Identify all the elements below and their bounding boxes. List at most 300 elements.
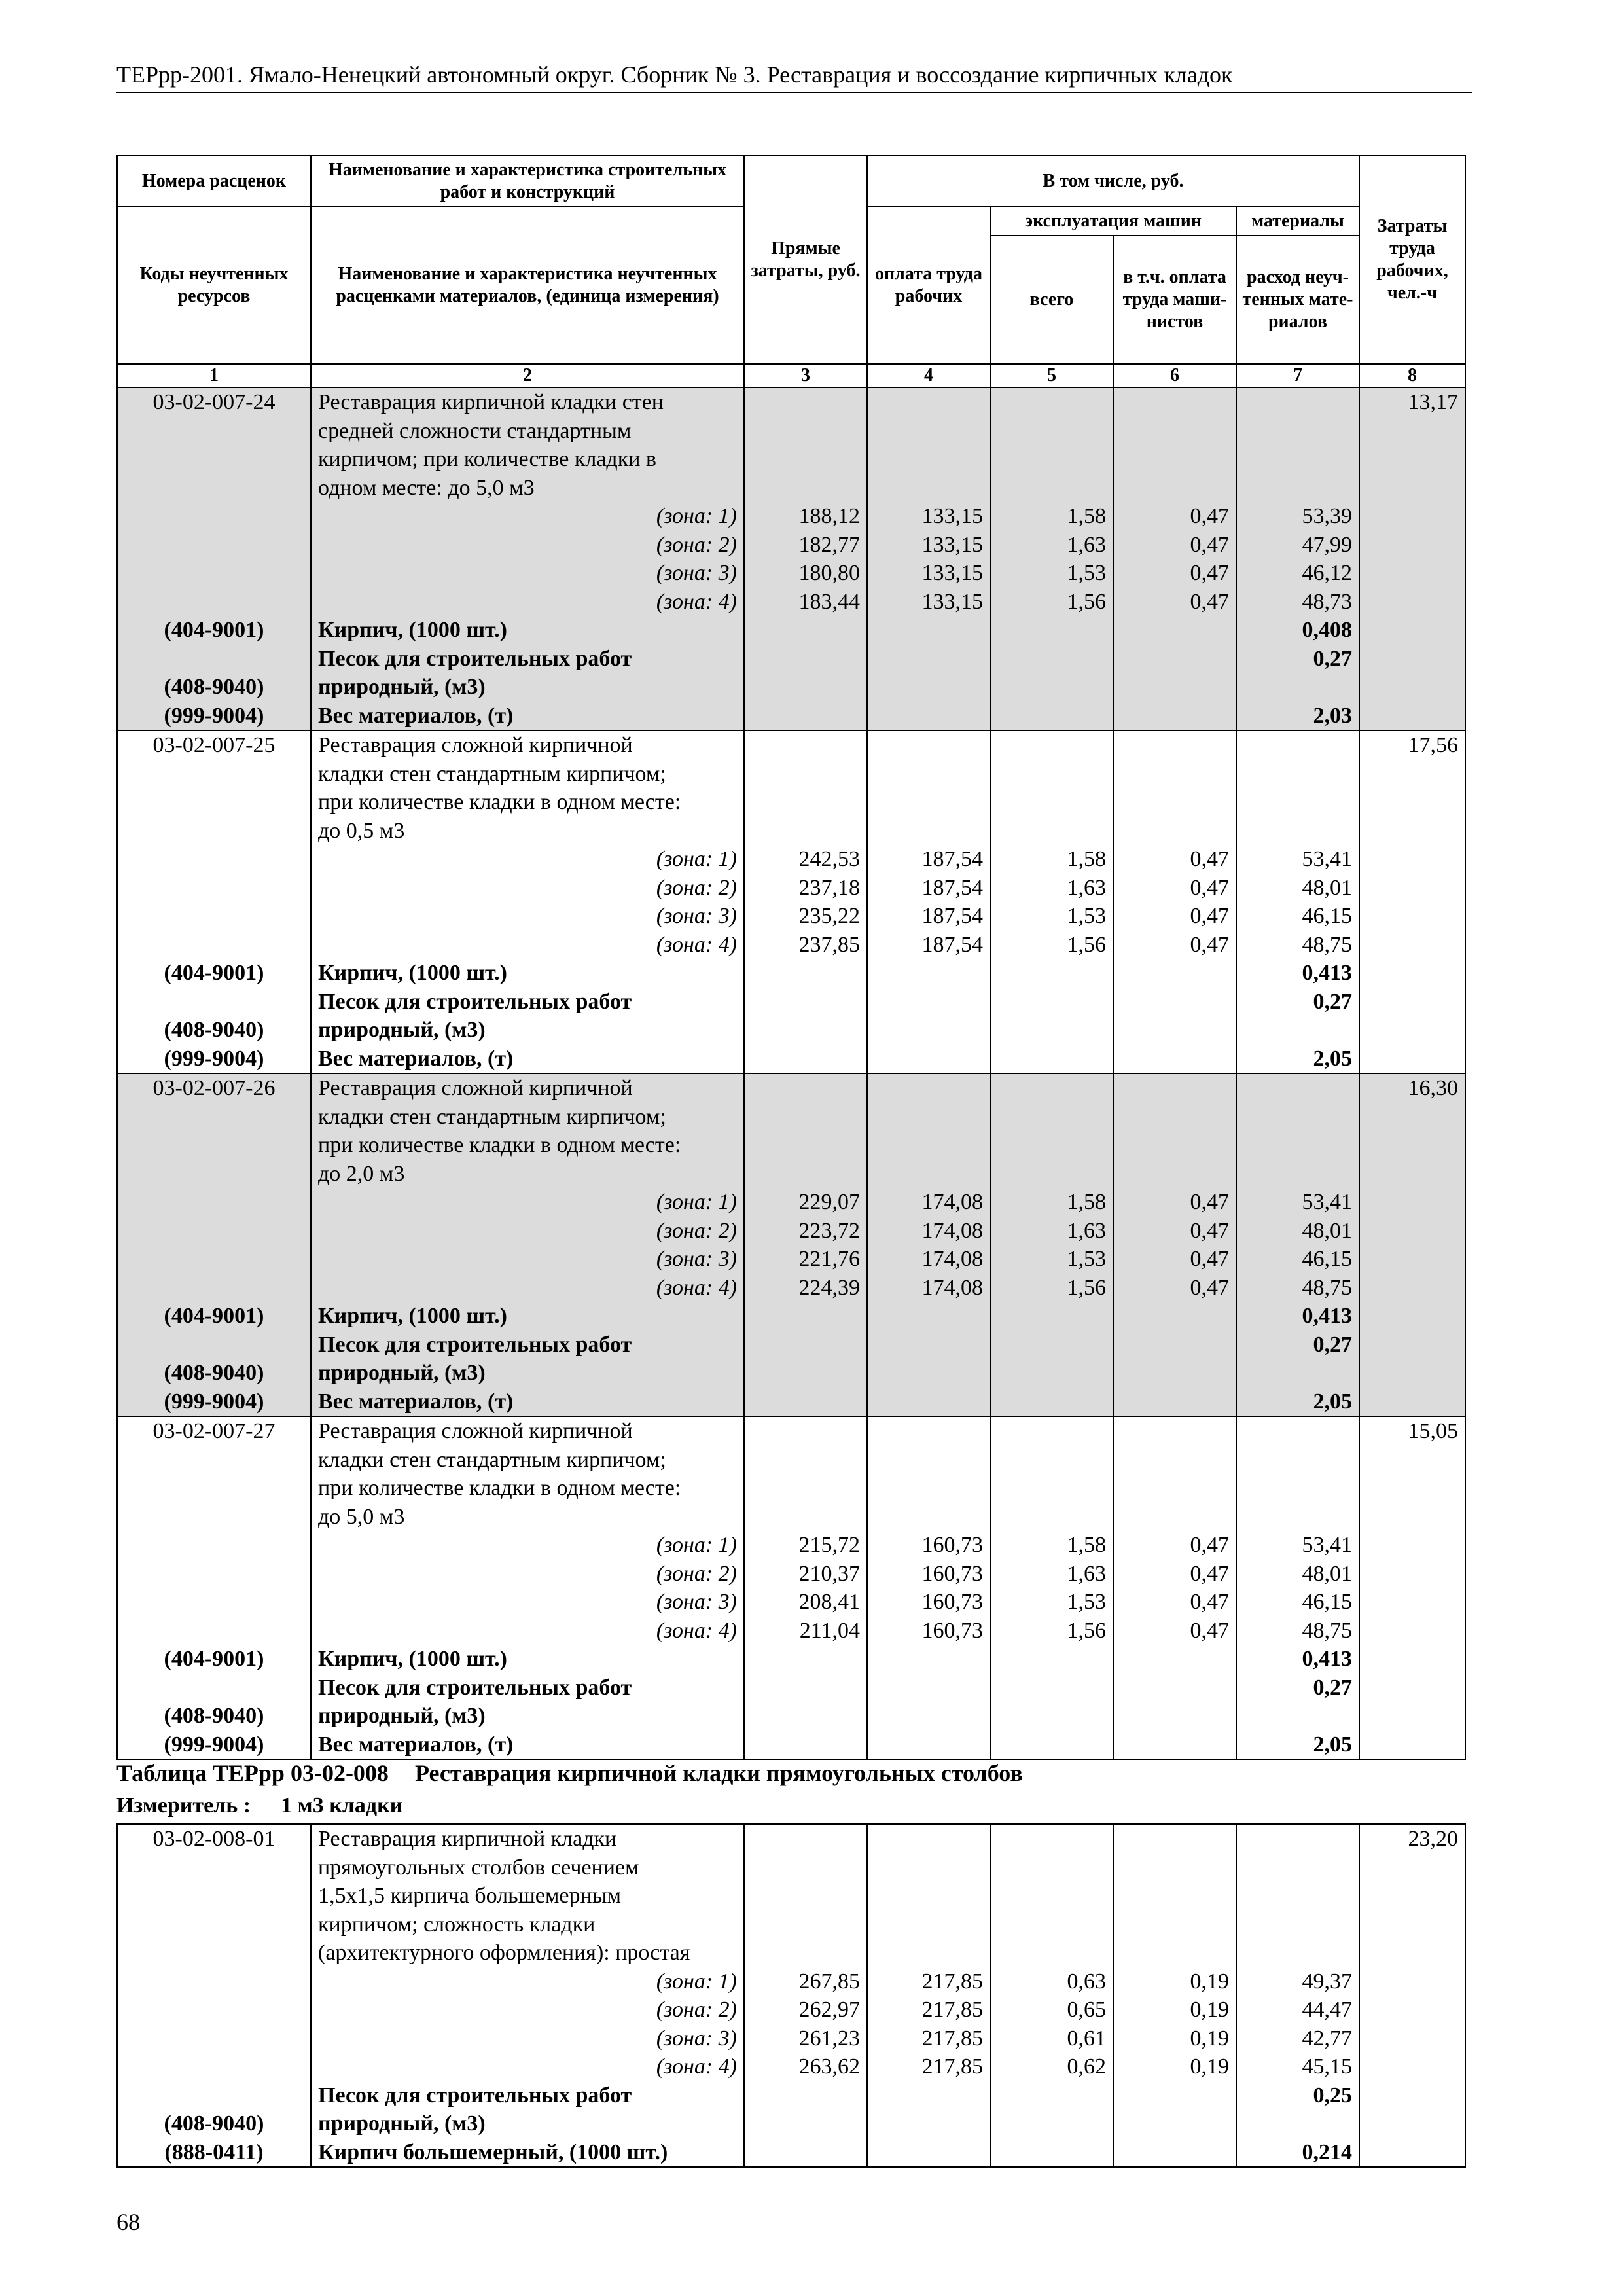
rate-name-row — [117, 1503, 1465, 1532]
empty-cell — [867, 616, 990, 645]
empty-cell — [117, 2053, 311, 2081]
rate-code — [117, 760, 311, 789]
empty-cell — [1236, 1503, 1359, 1532]
empty-cell — [744, 1674, 867, 1702]
empty-cell — [867, 445, 990, 474]
empty-cell — [1113, 645, 1236, 673]
resource-quantity — [1236, 1359, 1359, 1388]
empty-cell — [1113, 2109, 1236, 2138]
labor-costs: 16,30 — [1359, 1073, 1465, 1103]
col-head-resource-codes: Коды неучтенных ресурсов — [117, 207, 311, 364]
empty-cell — [990, 1446, 1113, 1475]
col-head-materials: материалы — [1236, 207, 1359, 236]
machines-total: 1,56 — [990, 1274, 1113, 1302]
rate-code — [117, 817, 311, 846]
machines-total: 1,63 — [990, 874, 1113, 903]
rate-code — [117, 1446, 311, 1475]
labor-costs — [1359, 1882, 1465, 1910]
col-head-machine-operation: эксплуатация машин — [990, 207, 1236, 236]
empty-cell — [1359, 1531, 1465, 1560]
empty-cell — [1359, 1617, 1465, 1645]
rate-name-line: при количестве кладки в одном месте: — [311, 1131, 744, 1160]
empty-cell — [744, 1331, 867, 1359]
rates-table-03-02-007 — [116, 155, 1466, 1760]
empty-cell — [1359, 1274, 1465, 1302]
rate-name-line: Реставрация сложной кирпичной — [311, 1073, 744, 1103]
empty-cell — [1113, 1359, 1236, 1388]
empty-cell — [117, 1188, 311, 1217]
rate-code: 03-02-007-27 — [117, 1416, 311, 1446]
resource-code: (404-9001) — [117, 959, 311, 988]
zone-row — [117, 1967, 1465, 1996]
labor-pay: 174,08 — [867, 1274, 990, 1302]
empty-cell — [744, 474, 867, 503]
direct-costs: 237,18 — [744, 874, 867, 903]
machinist-pay: 0,47 — [1113, 931, 1236, 960]
empty-cell — [744, 1302, 867, 1331]
machinist-pay: 0,47 — [1113, 1560, 1236, 1588]
empty-cell — [117, 1967, 311, 1996]
resource-name-line: Песок для строительных работ — [311, 1674, 744, 1702]
resource-code: (404-9001) — [117, 1645, 311, 1674]
machinist-pay: 0,47 — [1113, 559, 1236, 588]
zone-row — [117, 1560, 1465, 1588]
empty-cell — [117, 2024, 311, 2053]
empty-cell — [867, 1302, 990, 1331]
col-number: 6 — [1113, 364, 1236, 387]
col-number: 8 — [1359, 364, 1465, 387]
direct-costs: 221,76 — [744, 1245, 867, 1274]
rate-code — [117, 1854, 311, 1882]
labor-pay: 160,73 — [867, 1531, 990, 1560]
empty-cell — [1236, 1854, 1359, 1882]
empty-cell — [744, 616, 867, 645]
empty-cell — [117, 845, 311, 874]
rate-name-line: кирпичом; при количестве кладки в — [311, 445, 744, 474]
resource-code — [117, 1674, 311, 1702]
labor-costs — [1359, 1939, 1465, 1967]
rate-row — [117, 387, 1465, 417]
machinist-pay: 0,47 — [1113, 1617, 1236, 1645]
empty-cell — [990, 1731, 1113, 1760]
resource-row — [117, 2138, 1465, 2168]
empty-cell — [117, 1560, 311, 1588]
col-head-direct-costs: Прямые затраты, руб. — [744, 156, 867, 364]
empty-cell — [1236, 788, 1359, 817]
empty-cell — [1236, 730, 1359, 760]
empty-cell — [117, 531, 311, 560]
empty-cell — [744, 1103, 867, 1132]
col-number: 1 — [117, 364, 311, 387]
empty-cell — [1113, 1388, 1236, 1417]
zone-label: (зона: 1) — [311, 1188, 744, 1217]
rate-code — [117, 445, 311, 474]
machinist-pay: 0,47 — [1113, 902, 1236, 931]
empty-cell — [1236, 1131, 1359, 1160]
labor-costs — [1359, 817, 1465, 846]
empty-cell — [744, 2109, 867, 2138]
resource-quantity — [1236, 1016, 1359, 1045]
labor-pay: 133,15 — [867, 559, 990, 588]
empty-cell — [990, 1910, 1113, 1939]
materials-cost: 46,15 — [1236, 1588, 1359, 1617]
labor-pay: 187,54 — [867, 902, 990, 931]
empty-cell — [867, 1416, 990, 1446]
empty-cell — [990, 1302, 1113, 1331]
empty-cell — [1113, 1854, 1236, 1882]
empty-cell — [117, 1996, 311, 2024]
materials-cost: 46,15 — [1236, 902, 1359, 931]
labor-pay: 133,15 — [867, 588, 990, 617]
empty-cell — [744, 788, 867, 817]
machines-total: 1,58 — [990, 845, 1113, 874]
col-number: 3 — [744, 364, 867, 387]
empty-cell — [867, 1474, 990, 1503]
empty-cell — [744, 1824, 867, 1854]
empty-cell — [1359, 1045, 1465, 1074]
col-head-labor-costs: Затраты труда рабочих, чел.-ч — [1359, 156, 1465, 364]
empty-cell — [1236, 387, 1359, 417]
rate-block — [117, 730, 1465, 1073]
resource-quantity: 0,413 — [1236, 1645, 1359, 1674]
rate-name-line: до 0,5 м3 — [311, 817, 744, 846]
resource-code — [117, 1331, 311, 1359]
labor-pay: 174,08 — [867, 1245, 990, 1274]
labor-costs: 15,05 — [1359, 1416, 1465, 1446]
labor-pay: 133,15 — [867, 502, 990, 531]
direct-costs: 229,07 — [744, 1188, 867, 1217]
empty-cell — [1359, 559, 1465, 588]
rate-name-row — [117, 1910, 1465, 1939]
resource-row — [117, 1016, 1465, 1045]
resource-quantity: 2,05 — [1236, 1045, 1359, 1074]
empty-cell — [990, 387, 1113, 417]
resource-code: (408-9040) — [117, 1702, 311, 1731]
empty-cell — [990, 1824, 1113, 1854]
rate-code — [117, 1503, 311, 1532]
empty-cell — [867, 1939, 990, 1967]
rate-row — [117, 1416, 1465, 1446]
empty-cell — [990, 1045, 1113, 1074]
empty-cell — [744, 1503, 867, 1532]
rate-name-line: кирпичом; сложность кладки — [311, 1910, 744, 1939]
empty-cell — [117, 588, 311, 617]
rate-block — [117, 1416, 1465, 1759]
empty-cell — [744, 1359, 867, 1388]
resource-code: (404-9001) — [117, 1302, 311, 1331]
empty-cell — [990, 1331, 1113, 1359]
machinist-pay: 0,47 — [1113, 1274, 1236, 1302]
materials-cost: 47,99 — [1236, 531, 1359, 560]
rate-code: 03-02-007-24 — [117, 387, 311, 417]
empty-cell — [1359, 1588, 1465, 1617]
empty-cell — [1113, 1045, 1236, 1074]
resource-name-line: Кирпич, (1000 шт.) — [311, 616, 744, 645]
labor-costs — [1359, 760, 1465, 789]
rate-block — [117, 387, 1465, 730]
empty-cell — [1359, 1967, 1465, 1996]
empty-cell — [744, 1416, 867, 1446]
resource-name-line: Вес материалов, (т) — [311, 1045, 744, 1074]
empty-cell — [1359, 1388, 1465, 1417]
empty-cell — [1113, 445, 1236, 474]
empty-cell — [744, 1474, 867, 1503]
zone-label: (зона: 1) — [311, 845, 744, 874]
measure-unit — [116, 1793, 402, 1818]
rate-name-row — [117, 1939, 1465, 1967]
empty-cell — [1236, 760, 1359, 789]
materials-cost: 53,41 — [1236, 1188, 1359, 1217]
empty-cell — [1359, 702, 1465, 731]
empty-cell — [1359, 588, 1465, 617]
rate-code — [117, 1131, 311, 1160]
empty-cell — [867, 1702, 990, 1731]
labor-pay: 160,73 — [867, 1588, 990, 1617]
resource-row — [117, 673, 1465, 702]
rate-name-line: Реставрация кирпичной кладки — [311, 1824, 744, 1854]
empty-cell — [990, 1359, 1113, 1388]
empty-cell — [990, 645, 1113, 673]
empty-cell — [1236, 817, 1359, 846]
empty-cell — [744, 1939, 867, 1967]
resource-code: (404-9001) — [117, 616, 311, 645]
empty-cell — [867, 1073, 990, 1103]
empty-cell — [744, 1446, 867, 1475]
page-number: 68 — [116, 2209, 140, 2235]
empty-cell — [744, 1045, 867, 1074]
zone-label: (зона: 4) — [311, 931, 744, 960]
machines-total: 1,53 — [990, 1588, 1113, 1617]
empty-cell — [1236, 1910, 1359, 1939]
zone-label: (зона: 2) — [311, 1996, 744, 2024]
rate-code — [117, 417, 311, 446]
empty-cell — [990, 1131, 1113, 1160]
direct-costs: 211,04 — [744, 1617, 867, 1645]
rate-name-row — [117, 1131, 1465, 1160]
empty-cell — [990, 445, 1113, 474]
empty-cell — [867, 645, 990, 673]
direct-costs: 267,85 — [744, 1967, 867, 1996]
resource-code: (408-9040) — [117, 1359, 311, 1388]
empty-cell — [990, 1882, 1113, 1910]
empty-cell — [1236, 1882, 1359, 1910]
empty-cell — [1359, 902, 1465, 931]
rate-name-line: кладки стен стандартным кирпичом; — [311, 1103, 744, 1132]
empty-cell — [744, 1910, 867, 1939]
rate-name-row — [117, 445, 1465, 474]
rate-code — [117, 788, 311, 817]
resource-row — [117, 1731, 1465, 1760]
empty-cell — [744, 387, 867, 417]
empty-cell — [867, 760, 990, 789]
zone-label: (зона: 1) — [311, 1967, 744, 1996]
empty-cell — [1113, 616, 1236, 645]
empty-cell — [117, 874, 311, 903]
resource-name-line: Песок для строительных работ — [311, 2081, 744, 2110]
empty-cell — [744, 2081, 867, 2110]
resource-row — [117, 959, 1465, 988]
rate-name-line: Реставрация сложной кирпичной — [311, 1416, 744, 1446]
resource-quantity: 0,413 — [1236, 1302, 1359, 1331]
resource-name-line: Кирпич, (1000 шт.) — [311, 1645, 744, 1674]
empty-cell — [990, 673, 1113, 702]
empty-cell — [117, 559, 311, 588]
machines-total: 0,65 — [990, 1996, 1113, 2024]
labor-costs: 13,17 — [1359, 387, 1465, 417]
materials-cost: 48,75 — [1236, 931, 1359, 960]
resource-quantity: 0,27 — [1236, 1674, 1359, 1702]
machinist-pay: 0,19 — [1113, 1967, 1236, 1996]
direct-costs: 183,44 — [744, 588, 867, 617]
resource-row — [117, 988, 1465, 1016]
empty-cell — [867, 2109, 990, 2138]
col-head-machinist-pay: в т.ч. оплата труда маши-нистов — [1113, 236, 1236, 364]
empty-cell — [867, 1882, 990, 1910]
rate-name-row — [117, 474, 1465, 503]
zone-row — [117, 502, 1465, 531]
labor-pay: 217,85 — [867, 1967, 990, 1996]
labor-pay: 174,08 — [867, 1188, 990, 1217]
machinist-pay: 0,47 — [1113, 588, 1236, 617]
empty-cell — [990, 1474, 1113, 1503]
empty-cell — [1359, 1359, 1465, 1388]
empty-cell — [1113, 1331, 1236, 1359]
machines-total: 1,56 — [990, 1617, 1113, 1645]
empty-cell — [1113, 417, 1236, 446]
empty-cell — [1236, 1824, 1359, 1854]
resource-name-line: природный, (м3) — [311, 1016, 744, 1045]
resource-quantity: 0,27 — [1236, 645, 1359, 673]
rate-code — [117, 1103, 311, 1132]
empty-cell — [117, 1617, 311, 1645]
rate-block — [117, 1073, 1465, 1416]
resource-quantity — [1236, 1702, 1359, 1731]
resource-row — [117, 1645, 1465, 1674]
empty-cell — [117, 1531, 311, 1560]
empty-cell — [1359, 1188, 1465, 1217]
labor-pay: 217,85 — [867, 1996, 990, 2024]
empty-cell — [1359, 1996, 1465, 2024]
machines-total: 1,56 — [990, 931, 1113, 960]
empty-cell — [867, 387, 990, 417]
col-head-unaccounted-materials: расход неуч-тенных мате-риалов — [1236, 236, 1359, 364]
empty-cell — [1113, 1474, 1236, 1503]
resource-row — [117, 1331, 1465, 1359]
rate-code — [117, 1160, 311, 1189]
labor-costs: 23,20 — [1359, 1824, 1465, 1854]
empty-cell — [744, 1882, 867, 1910]
resource-name-line: Песок для строительных работ — [311, 645, 744, 673]
zone-label: (зона: 4) — [311, 2053, 744, 2081]
zone-row — [117, 588, 1465, 617]
materials-cost: 42,77 — [1236, 2024, 1359, 2053]
table-title-code: Таблица ТЕРрр 03-02-008 — [116, 1760, 389, 1786]
resource-row — [117, 616, 1465, 645]
empty-cell — [1359, 1560, 1465, 1588]
empty-cell — [990, 1103, 1113, 1132]
rate-name-line: до 2,0 м3 — [311, 1160, 744, 1189]
materials-cost: 53,39 — [1236, 502, 1359, 531]
labor-costs: 17,56 — [1359, 730, 1465, 760]
empty-cell — [1236, 1073, 1359, 1103]
col-number: 2 — [311, 364, 744, 387]
measure-unit-label: Измеритель : — [116, 1793, 251, 1818]
zone-row — [117, 1531, 1465, 1560]
resource-code — [117, 2081, 311, 2110]
zone-row — [117, 1217, 1465, 1246]
empty-cell — [867, 1160, 990, 1189]
machinist-pay: 0,47 — [1113, 502, 1236, 531]
direct-costs: 180,80 — [744, 559, 867, 588]
resource-code: (408-9040) — [117, 2109, 311, 2138]
empty-cell — [990, 817, 1113, 846]
resource-quantity: 0,214 — [1236, 2138, 1359, 2168]
materials-cost: 46,12 — [1236, 559, 1359, 588]
empty-cell — [1359, 1331, 1465, 1359]
resource-quantity: 0,25 — [1236, 2081, 1359, 2110]
direct-costs: 263,62 — [744, 2053, 867, 2081]
empty-cell — [744, 730, 867, 760]
machines-total: 1,63 — [990, 531, 1113, 560]
materials-cost: 48,01 — [1236, 874, 1359, 903]
materials-cost: 48,01 — [1236, 1560, 1359, 1588]
empty-cell — [867, 1446, 990, 1475]
empty-cell — [1359, 2024, 1465, 2053]
machinist-pay: 0,19 — [1113, 2024, 1236, 2053]
rate-block — [117, 1824, 1465, 2167]
resource-name-line: Песок для строительных работ — [311, 1331, 744, 1359]
resource-name-line: природный, (м3) — [311, 1702, 744, 1731]
direct-costs: 261,23 — [744, 2024, 867, 2053]
zone-label: (зона: 3) — [311, 902, 744, 931]
machines-total: 1,53 — [990, 559, 1113, 588]
materials-cost: 48,01 — [1236, 1217, 1359, 1246]
empty-cell — [744, 760, 867, 789]
empty-cell — [1113, 474, 1236, 503]
labor-pay: 217,85 — [867, 2024, 990, 2053]
empty-cell — [1113, 1302, 1236, 1331]
empty-cell — [1113, 1160, 1236, 1189]
rate-name-row — [117, 817, 1465, 846]
labor-costs — [1359, 417, 1465, 446]
resource-quantity: 0,408 — [1236, 616, 1359, 645]
empty-cell — [867, 730, 990, 760]
empty-cell — [1359, 959, 1465, 988]
empty-cell — [117, 1217, 311, 1246]
empty-cell — [990, 702, 1113, 731]
empty-cell — [1113, 1016, 1236, 1045]
empty-cell — [867, 1103, 990, 1132]
materials-cost: 53,41 — [1236, 845, 1359, 874]
labor-costs — [1359, 1160, 1465, 1189]
empty-cell — [744, 959, 867, 988]
col-head-rate-numbers: Номера расценок — [117, 156, 311, 207]
labor-costs — [1359, 1103, 1465, 1132]
empty-cell — [990, 1416, 1113, 1446]
empty-cell — [990, 1939, 1113, 1967]
machines-total: 1,63 — [990, 1217, 1113, 1246]
materials-cost: 53,41 — [1236, 1531, 1359, 1560]
empty-cell — [117, 1245, 311, 1274]
labor-pay: 160,73 — [867, 1560, 990, 1588]
machines-total: 1,63 — [990, 1560, 1113, 1588]
empty-cell — [1113, 1073, 1236, 1103]
empty-cell — [1113, 1910, 1236, 1939]
empty-cell — [1359, 1245, 1465, 1274]
empty-cell — [1236, 474, 1359, 503]
labor-costs — [1359, 1474, 1465, 1503]
resource-quantity: 2,05 — [1236, 1731, 1359, 1760]
